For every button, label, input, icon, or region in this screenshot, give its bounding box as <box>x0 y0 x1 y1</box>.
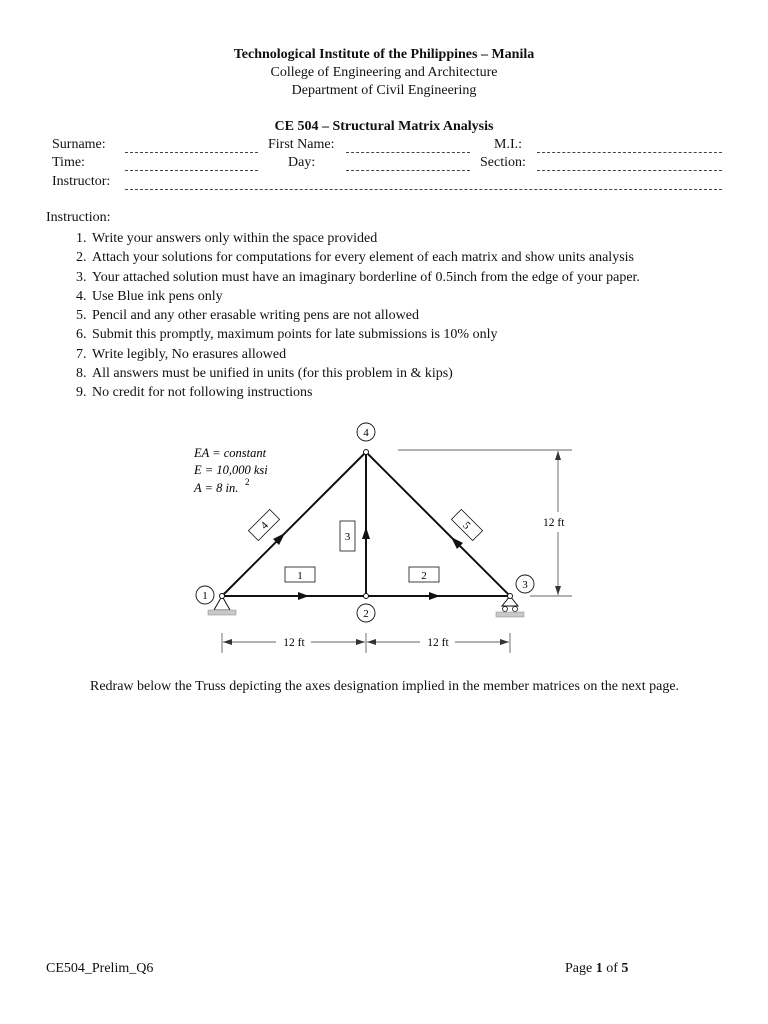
member-arrows <box>273 527 463 600</box>
instructor-label: Instructor: <box>52 174 111 189</box>
instruction-item: 4. Use Blue ink pens only <box>90 287 640 306</box>
dim-arrow-down <box>555 586 561 595</box>
instruction-item: 6. Submit this promptly, maximum points for late submissions is 10% only <box>90 325 640 344</box>
node-3-label: 3 <box>522 579 528 591</box>
redraw-instruction: Redraw below the Truss depicting the axes designation implied in the member matrices on the next page. <box>90 679 680 694</box>
page-indicator <box>565 961 628 977</box>
roller-support-right <box>496 596 524 617</box>
page-total: 5 <box>621 961 629 976</box>
of-word: of <box>606 961 618 976</box>
member-3-label: 3 <box>344 531 351 543</box>
prop-ea: EA = constant <box>194 446 267 460</box>
instruction-heading: Instruction: <box>46 210 111 225</box>
dim-arrow <box>223 639 232 645</box>
node-4-label: 4 <box>363 427 369 439</box>
arrow-member-2 <box>429 592 440 600</box>
dim-arrow <box>500 639 509 645</box>
day-label: Day: <box>288 155 316 170</box>
member-1-label: 1 <box>297 570 303 582</box>
course-title: CE 504 – Structural Matrix Analysis <box>274 119 494 134</box>
surname-label: Surname: <box>52 137 106 152</box>
dim-right-label: 12 ft <box>427 637 449 649</box>
institution-title: Technological Institute of the Philippines – Manila <box>233 47 535 62</box>
dim-arrow <box>367 639 376 645</box>
department-name: Department of Civil Engineering <box>291 83 477 98</box>
member-4-tag <box>248 509 279 540</box>
roller-wheel <box>503 607 508 612</box>
member-4-label: 4 <box>258 519 271 532</box>
member-5-label: 5 <box>460 519 473 532</box>
instruction-item: 8. All answers must be unified in units (for this problem in & kips) <box>90 364 640 383</box>
college-name: College of Engineering and Architecture <box>270 65 498 80</box>
width-dimensions <box>222 633 510 653</box>
dim-height-label: 12 ft <box>543 517 565 529</box>
dim-arrow-up <box>555 451 561 460</box>
time-label: Time: <box>52 155 85 170</box>
joint-dot <box>508 594 513 599</box>
prop-e: E = 10,000 ksi <box>194 463 268 477</box>
joint-dot <box>364 450 369 455</box>
section-label: Section: <box>480 155 526 170</box>
first-name-label: First Name: <box>268 137 335 152</box>
dim-arrow <box>356 639 365 645</box>
roller-wheel <box>513 607 518 612</box>
arrow-member-1 <box>298 592 309 600</box>
page-word: Page <box>565 961 593 976</box>
instruction-item: 7. Write legibly, No erasures allowed <box>90 345 640 364</box>
instruction-item: 5. Pencil and any other erasable writing pens are not allowed <box>90 306 640 325</box>
member-5-tag <box>451 509 482 540</box>
prop-a-exponent: 2 <box>245 477 250 487</box>
instruction-item: 2. Attach your solutions for computations for every element of each matrix and show units analysis <box>90 248 640 267</box>
instruction-item: 9. No credit for not following instructions <box>90 383 640 402</box>
joint-dot <box>364 594 369 599</box>
dim-left-label: 12 ft <box>283 637 305 649</box>
instruction-item: 3. Your attached solution must have an imaginary borderline of 0.5inch from the edge of your paper. <box>90 268 640 287</box>
mi-label: M.I.: <box>494 137 522 152</box>
node-2-label: 2 <box>363 608 369 620</box>
prop-a: A = 8 in. <box>194 481 239 495</box>
joint-dot <box>220 594 225 599</box>
arrow-member-3 <box>362 527 370 539</box>
node-1-label: 1 <box>202 590 208 602</box>
ground-right <box>496 612 524 617</box>
page-number: 1 <box>595 961 603 976</box>
member-2-label: 2 <box>421 570 427 582</box>
ground-left <box>208 610 236 615</box>
instruction-item: 1. Write your answers only within the space provided <box>90 229 640 248</box>
footer-doc-id: CE504_Prelim_Q6 <box>46 961 154 976</box>
